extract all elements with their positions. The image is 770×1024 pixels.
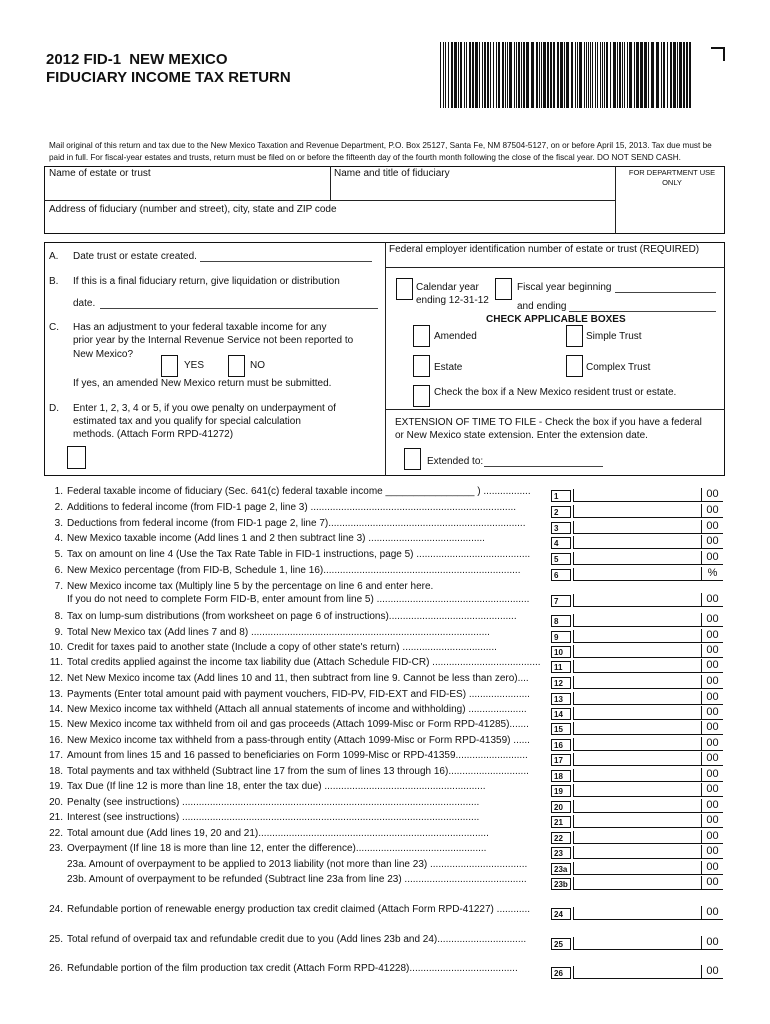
no-label: NO <box>250 360 265 371</box>
line-number: 12. <box>49 673 63 684</box>
line-description: New Mexico percentage (from FID-B, Schedule 1, line 16)....................................................................... <box>67 565 521 576</box>
complex-trust-label: Complex Trust <box>586 362 651 373</box>
line-number: 5. <box>54 549 63 560</box>
cents-field[interactable]: 00 <box>701 830 723 843</box>
distribution-date-field[interactable] <box>100 308 378 309</box>
line-description: Total amount due (Add lines 19, 20 and 21)................................................................................... <box>67 828 489 839</box>
cents-field[interactable]: 00 <box>701 613 723 626</box>
line-description: Additions to federal income (from FID-1 page 2, line 3) .......................................................................... <box>67 502 517 513</box>
line-description: New Mexico income tax (Multiply line 5 by the percentage on line 6 and enter here. <box>67 581 434 592</box>
cents-field[interactable]: % <box>701 567 723 580</box>
line-description-continued: If you do not need to complete Form FID-B, enter amount from line 5) ....................................................... <box>67 594 530 605</box>
line-description: New Mexico taxable income (Add lines 1 and 2 then subtract line 3) .......................................... <box>67 533 485 544</box>
line-number: 19. <box>49 781 63 792</box>
line-number-box: 7 <box>551 595 571 607</box>
line-number-box: 1 <box>551 490 571 502</box>
cents-field[interactable]: 00 <box>701 783 723 796</box>
line-description: Deductions from federal income (from FID-1 page 2, line 7)....................................................................... <box>67 518 526 529</box>
fiscal-year-end-field[interactable] <box>569 311 716 312</box>
line-number-box: 25 <box>551 938 571 950</box>
extension-text-2: or New Mexico state extension. Enter the extension date. <box>395 430 648 441</box>
question-d-label: D. <box>49 403 59 414</box>
line-number: 21. <box>49 812 63 823</box>
line-number-box: 23 <box>551 847 571 859</box>
cents-field[interactable]: 00 <box>701 644 723 657</box>
cents-field[interactable]: 00 <box>701 737 723 750</box>
cents-field[interactable]: 00 <box>701 965 723 978</box>
line-number: 13. <box>49 689 63 700</box>
form-id: 2012 FID-1 <box>46 51 122 68</box>
cents-field[interactable]: 00 <box>701 551 723 564</box>
resident-trust-checkbox[interactable] <box>413 385 430 407</box>
line-number-box: 11 <box>551 661 571 673</box>
line-number-box: 2 <box>551 506 571 518</box>
line-number: 7. <box>54 581 63 592</box>
fiscal-year-label: Fiscal year beginning <box>517 282 612 293</box>
line-number-box: 14 <box>551 708 571 720</box>
line-number: 3. <box>54 518 63 529</box>
cents-field[interactable]: 00 <box>701 876 723 889</box>
address-field[interactable]: Address of fiduciary (number and street), city, state and ZIP code <box>49 204 337 215</box>
line-number: 15. <box>49 719 63 730</box>
calendar-year-label: Calendar year <box>416 282 479 293</box>
simple-trust-checkbox[interactable] <box>566 325 583 347</box>
line-number-box: 19 <box>551 785 571 797</box>
complex-trust-checkbox[interactable] <box>566 355 583 377</box>
penalty-code-box[interactable] <box>67 446 86 469</box>
trust-created-date-field[interactable] <box>200 261 372 262</box>
cents-field[interactable]: 00 <box>701 752 723 765</box>
question-a-label: A. <box>49 251 59 262</box>
cents-field[interactable]: 00 <box>701 814 723 827</box>
line-number-box: 23a <box>551 863 571 875</box>
check-boxes-heading: CHECK APPLICABLE BOXES <box>486 314 626 325</box>
line-number-box: 18 <box>551 770 571 782</box>
line-description: Amount from lines 15 and 16 passed to beneficiaries on Form 1099-Misc or RPD-41359.......................... <box>67 750 528 761</box>
line-description: Interest (see instructions) ........................................................................................................... <box>67 812 480 823</box>
line-number-box: 4 <box>551 537 571 549</box>
line-number-box: 17 <box>551 754 571 766</box>
estate-checkbox[interactable] <box>413 355 430 377</box>
extension-checkbox[interactable] <box>404 448 421 470</box>
question-b-date-label: date. <box>73 298 96 309</box>
corner-mark <box>711 47 725 61</box>
question-b-label: B. <box>49 276 59 287</box>
question-d-text-1: Enter 1, 2, 3, 4 or 5, if you owe penalty on underpayment of <box>73 403 336 414</box>
line-number: 11. <box>49 657 63 668</box>
cents-field[interactable]: 00 <box>701 659 723 672</box>
fiscal-year-checkbox[interactable] <box>495 278 512 300</box>
line-description: Total payments and tax withheld (Subtract line 17 from the sum of lines 13 through 16)............................. <box>67 766 529 777</box>
amended-label: Amended <box>434 331 477 342</box>
cents-field[interactable]: 00 <box>701 799 723 812</box>
cents-field[interactable]: 00 <box>701 520 723 533</box>
cents-field[interactable]: 00 <box>701 906 723 919</box>
barcode <box>440 42 692 108</box>
fein-label: Federal employer identification number of estate or trust (REQUIRED) <box>389 244 700 255</box>
form-title <box>46 51 228 68</box>
question-c-text-2: prior year by the Internal Revenue Service not been reported to <box>73 335 354 346</box>
line-number: 18. <box>49 766 63 777</box>
line-number: 25. <box>49 934 63 945</box>
line-description: New Mexico income tax withheld from a pass-through entity (Attach 1099-Misc or Form RPD-41359) ...... <box>67 735 530 746</box>
cents-field[interactable]: 00 <box>701 629 723 642</box>
line-number-box: 23b <box>551 878 571 890</box>
cents-field[interactable]: 00 <box>701 721 723 734</box>
yes-checkbox[interactable] <box>161 355 178 377</box>
cents-field[interactable]: 00 <box>701 535 723 548</box>
amended-checkbox[interactable] <box>413 325 430 347</box>
line-description: Credit for taxes paid to another state (Include a copy of other state's return) .................................. <box>67 642 497 653</box>
line-number-box: 21 <box>551 816 571 828</box>
line-number-box: 24 <box>551 908 571 920</box>
estate-name-field[interactable]: Name of estate or trust <box>49 168 151 179</box>
form-state: NEW MEXICO <box>129 51 228 68</box>
line-description: Tax on amount on line 4 (Use the Tax Rate Table in FID-1 instructions, page 5) ......................................... <box>67 549 531 560</box>
department-use-label: FOR DEPARTMENT USE ONLY <box>628 168 716 187</box>
line-description: Overpayment (If line 18 is more than line 12, enter the difference)............................................... <box>67 843 487 854</box>
line-description: Tax Due (If line 12 is more than line 18, enter the tax due) .......................................................... <box>67 781 486 792</box>
question-d-text-2: estimated tax and you qualify for special calculation <box>73 416 301 427</box>
line-description: Total credits applied against the income tax liability due (Attach Schedule FID-CR) ....................................... <box>67 657 541 668</box>
line-description: Refundable portion of renewable energy production tax credit claimed (Attach Form RPD-41227) ............ <box>67 904 531 915</box>
question-c-text-3: New Mexico? <box>73 349 134 360</box>
cents-field[interactable]: 00 <box>701 675 723 688</box>
extension-text-1: EXTENSION OF TIME TO FILE - Check the box if you have a federal <box>395 417 702 428</box>
line-number: 20. <box>49 797 63 808</box>
line-number: 8. <box>54 611 63 622</box>
filing-instructions <box>49 140 729 164</box>
line-number-box: 22 <box>551 832 571 844</box>
form-subtitle: FIDUCIARY INCOME TAX RETURN <box>46 69 291 86</box>
and-ending-label: and ending <box>517 301 567 312</box>
line-number-box: 15 <box>551 723 571 735</box>
line-number-box: 13 <box>551 693 571 705</box>
line-number-box: 3 <box>551 522 571 534</box>
line-number-box: 10 <box>551 646 571 658</box>
line-description: Net New Mexico income tax (Add lines 10 and 11, then subtract from line 9. Cannot be less than zero).... <box>67 673 529 684</box>
yes-label: YES <box>184 360 205 371</box>
question-c-text-1: Has an adjustment to your federal taxable income for any <box>73 322 327 333</box>
line-number: 14. <box>49 704 63 715</box>
cents-field[interactable]: 00 <box>701 845 723 858</box>
cents-field[interactable]: 00 <box>701 861 723 874</box>
resident-trust-label: Check the box if a New Mexico resident trust or estate. <box>434 387 677 398</box>
line-number-box: 20 <box>551 801 571 813</box>
line-description: New Mexico income tax withheld (Attach all annual statements of income and withholding) ..................... <box>67 704 527 715</box>
line-number: 17. <box>49 750 63 761</box>
line-number: 2. <box>54 502 63 513</box>
line-description: Total refund of overpaid tax and refundable credit due to you (Add lines 23b and 24)................................ <box>67 934 527 945</box>
line-description: Total New Mexico tax (Add lines 7 and 8) ...................................................................................... <box>67 627 490 638</box>
cents-field[interactable]: 00 <box>701 593 723 606</box>
line-description: 23b. Amount of overpayment to be refunded (Subtract line 23a from line 23) ............................................ <box>67 874 527 885</box>
fiduciary-name-field[interactable]: Name and title of fiduciary <box>334 168 450 179</box>
line-number-box: 26 <box>551 967 571 979</box>
cents-field[interactable]: 00 <box>701 488 723 501</box>
fiscal-year-begin-field[interactable] <box>615 292 716 293</box>
line-number-box: 8 <box>551 615 571 627</box>
line-number: 24. <box>49 904 63 915</box>
line-number-box: 9 <box>551 631 571 643</box>
cents-field[interactable]: 00 <box>701 706 723 719</box>
line-number-box: 12 <box>551 677 571 689</box>
line-number: 22. <box>49 828 63 839</box>
simple-trust-label: Simple Trust <box>586 331 642 342</box>
question-c-note: If yes, an amended New Mexico return must be submitted. <box>73 378 332 389</box>
line-number-box: 6 <box>551 569 571 581</box>
question-d-text-3: methods. (Attach Form RPD-41272) <box>73 429 234 440</box>
cents-field[interactable]: 00 <box>701 768 723 781</box>
line-description: Federal taxable income of fiduciary (Sec. 641(c) federal taxable income ________________ ) ................. <box>67 486 531 497</box>
question-b-text: If this is a final fiduciary return, give liquidation or distribution <box>73 276 340 287</box>
extended-to-date-field[interactable] <box>484 466 603 467</box>
line-number-box: 5 <box>551 553 571 565</box>
line-description: Payments (Enter total amount paid with payment vouchers, FID-PV, FID-EXT and FID-ES) ...................... <box>67 689 530 700</box>
instructions-line-2: paid in full. For fiscal-year estates and trusts, return must be filed on or before the fifteenth day of the fourth month following the close of the fiscal year. DO NOT SEND CASH. <box>49 153 681 162</box>
line-number: 10. <box>49 642 63 653</box>
extended-to-label: Extended to: <box>427 456 484 467</box>
line-description: Tax on lump-sum distributions (from worksheet on page 6 of instructions).............................................. <box>67 611 517 622</box>
line-description: Penalty (see instructions) ........................................................................................................... <box>67 797 480 808</box>
estate-label: Estate <box>434 362 463 373</box>
line-number: 6. <box>54 565 63 576</box>
question-c-label: C. <box>49 322 59 333</box>
cents-field[interactable]: 00 <box>701 504 723 517</box>
line-description: 23a. Amount of overpayment to be applied to 2013 liability (not more than line 23) ................................... <box>67 859 528 870</box>
cents-field[interactable]: 00 <box>701 936 723 949</box>
instructions-line-1: Mail original of this return and tax due to the New Mexico Taxation and Revenue Department, P.O. Box 25127, Santa Fe, NM 87504-5127, on or before April 15, 2013. Tax due must be <box>49 141 712 150</box>
line-number: 1. <box>54 486 63 497</box>
line-number: 16. <box>49 735 63 746</box>
line-number: 4. <box>54 533 63 544</box>
calendar-ending-label: ending 12-31-12 <box>416 295 489 306</box>
line-description: Refundable portion of the film production tax credit (Attach Form RPD-41228)....................................... <box>67 963 518 974</box>
question-a-text: Date trust or estate created. <box>73 251 197 262</box>
cents-field[interactable]: 00 <box>701 691 723 704</box>
line-number-box: 16 <box>551 739 571 751</box>
line-number: 9. <box>54 627 63 638</box>
line-number: 23. <box>49 843 63 854</box>
calendar-year-checkbox[interactable] <box>396 278 413 300</box>
line-number: 26. <box>49 963 63 974</box>
no-checkbox[interactable] <box>228 355 245 377</box>
line-description: New Mexico income tax withheld from oil and gas proceeds (Attach 1099-Misc or Form RPD-41285)....... <box>67 719 529 730</box>
